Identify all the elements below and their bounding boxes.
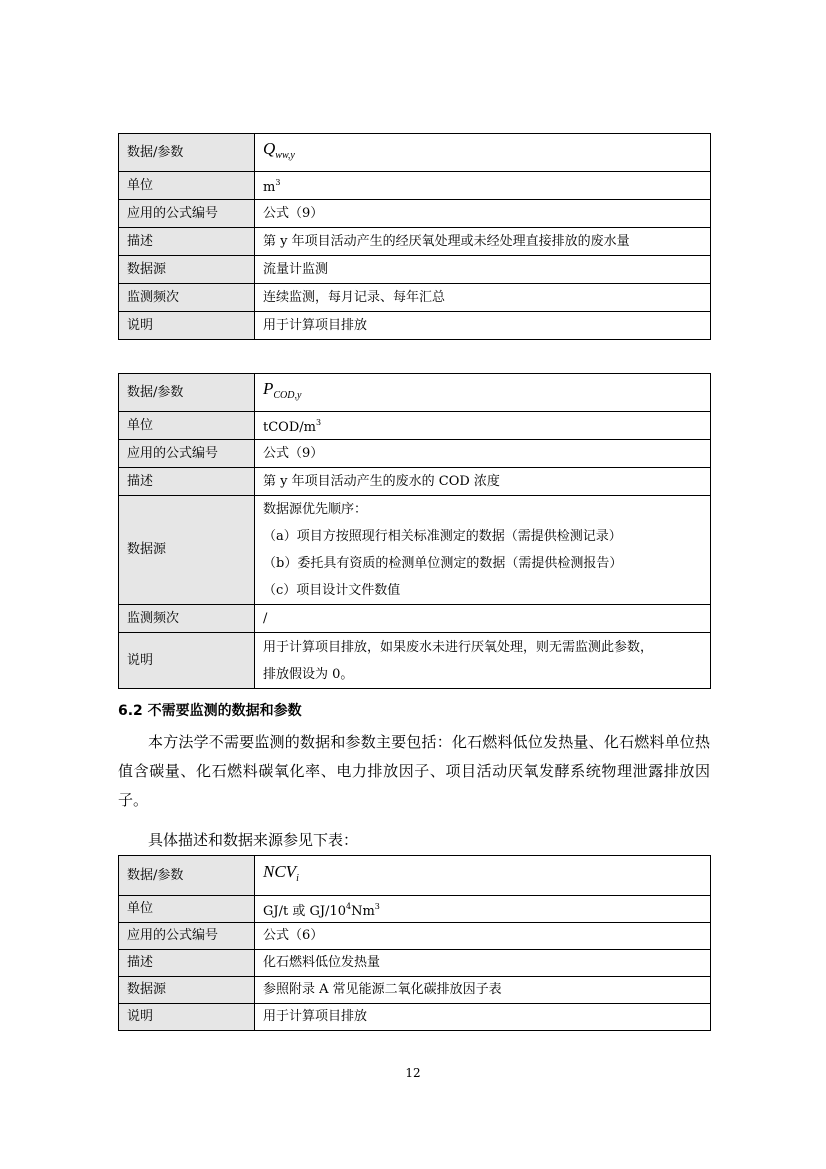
- label-formula: 应用的公式编号: [119, 923, 255, 950]
- label-param: 数据/参数: [119, 856, 255, 896]
- table-row: [119, 284, 711, 312]
- table-row: [119, 633, 711, 689]
- param-table-ncv: [118, 855, 711, 1031]
- table-row: [119, 440, 711, 468]
- label-unit: 单位: [119, 896, 255, 923]
- table-row: [119, 1004, 711, 1031]
- symbol-main: Q: [263, 139, 276, 158]
- unit-superscript: 3: [275, 178, 281, 187]
- unit-value: [255, 172, 711, 200]
- label-description: 描述: [119, 228, 255, 256]
- section-paragraph: 本方法学不需要监测的数据和参数主要包括：化石燃料低位发热量、化石燃料单位热值含碳量、化石燃料碳氧化率、电力排放因子、项目活动厌氧发酵系统物理泄露排放因子。: [118, 733, 710, 809]
- label-unit: 单位: [119, 412, 255, 440]
- label-param: 数据/参数: [119, 134, 255, 172]
- unit-base: tCOD/m: [263, 420, 316, 435]
- label-note: 说明: [119, 312, 255, 340]
- label-frequency: 监测频次: [119, 605, 255, 633]
- table-row: [119, 496, 711, 605]
- unit-suffix: Nm: [351, 903, 375, 919]
- source-value: [255, 496, 711, 605]
- source-value: 流量计监测: [255, 256, 711, 284]
- unit-superscript: 3: [374, 901, 380, 911]
- source-value: 参照附录 A 常见能源二氧化碳排放因子表: [255, 977, 711, 1004]
- label-source: 数据源: [119, 256, 255, 284]
- table-row: [119, 228, 711, 256]
- formula-value: 公式（6）: [255, 923, 711, 950]
- symbol-main: NCV: [263, 862, 297, 881]
- table-row: [119, 605, 711, 633]
- unit-value: [255, 412, 711, 440]
- table-row: [119, 856, 711, 896]
- table-row: [119, 172, 711, 200]
- frequency-value: 连续监测，每月记录、每年汇总: [255, 284, 711, 312]
- note-value: 用于计算项目排放: [255, 312, 711, 340]
- param-table-qww: [118, 133, 711, 340]
- label-note: 说明: [119, 633, 255, 689]
- table-row: [119, 412, 711, 440]
- description-value: 第 y 年项目活动产生的经厌氧处理或未经处理直接排放的废水量: [255, 228, 711, 256]
- formula-value: 公式（9）: [255, 200, 711, 228]
- table-row: [119, 256, 711, 284]
- table-row: [119, 468, 711, 496]
- unit-prefix: GJ/t 或 GJ/10: [263, 903, 346, 919]
- label-description: 描述: [119, 468, 255, 496]
- frequency-value: /: [255, 605, 711, 633]
- symbol-subscript: i: [296, 873, 299, 884]
- param-symbol: [255, 134, 711, 172]
- table-row: [119, 312, 711, 340]
- label-source: 数据源: [119, 977, 255, 1004]
- symbol-main: P: [263, 379, 274, 398]
- table-row: [119, 200, 711, 228]
- label-formula: 应用的公式编号: [119, 200, 255, 228]
- table-intro: 具体描述和数据来源参见下表：: [148, 831, 359, 849]
- label-description: 描述: [119, 950, 255, 977]
- param-symbol: [255, 374, 711, 412]
- unit-superscript: 3: [315, 418, 322, 427]
- table-row: [119, 896, 711, 923]
- label-unit: 单位: [119, 172, 255, 200]
- unit-superscript: 4: [345, 901, 352, 911]
- description-value: 化石燃料低位发热量: [255, 950, 711, 977]
- label-note: 说明: [119, 1004, 255, 1031]
- table-row: [119, 374, 711, 412]
- label-frequency: 监测频次: [119, 284, 255, 312]
- label-formula: 应用的公式编号: [119, 440, 255, 468]
- symbol-subscript: ww,y: [275, 150, 295, 161]
- source-line: （c）项目设计文件数值: [263, 583, 401, 598]
- source-line: 数据源优先顺序：: [263, 502, 368, 517]
- label-param: 数据/参数: [119, 374, 255, 412]
- label-source: 数据源: [119, 496, 255, 605]
- param-table-pcod: [118, 373, 711, 689]
- unit-value: [255, 896, 711, 923]
- unit-base: m: [263, 180, 276, 195]
- source-line: （a）项目方按照现行相关标准测定的数据（需提供检测记录）: [263, 529, 622, 544]
- table-row: [119, 923, 711, 950]
- page-number: 12: [405, 1066, 421, 1080]
- description-value: 第 y 年项目活动产生的废水的 COD 浓度: [255, 468, 711, 496]
- param-symbol: [255, 856, 711, 896]
- note-line: 排放假设为 0。: [263, 666, 354, 682]
- formula-value: 公式（9）: [255, 440, 711, 468]
- note-value: 用于计算项目排放: [255, 1004, 711, 1031]
- table-row: [119, 134, 711, 172]
- symbol-subscript: COD,y: [273, 390, 302, 401]
- source-line: （b）委托具有资质的检测单位测定的数据（需提供检测报告）: [263, 556, 623, 571]
- table-row: [119, 977, 711, 1004]
- section-heading: 6.2 不需要监测的数据和参数: [118, 703, 302, 719]
- note-value: [255, 633, 711, 689]
- note-line: 用于计算项目排放，如果废水未进行厌氧处理，则无需监测此参数，: [263, 639, 654, 655]
- table-row: [119, 950, 711, 977]
